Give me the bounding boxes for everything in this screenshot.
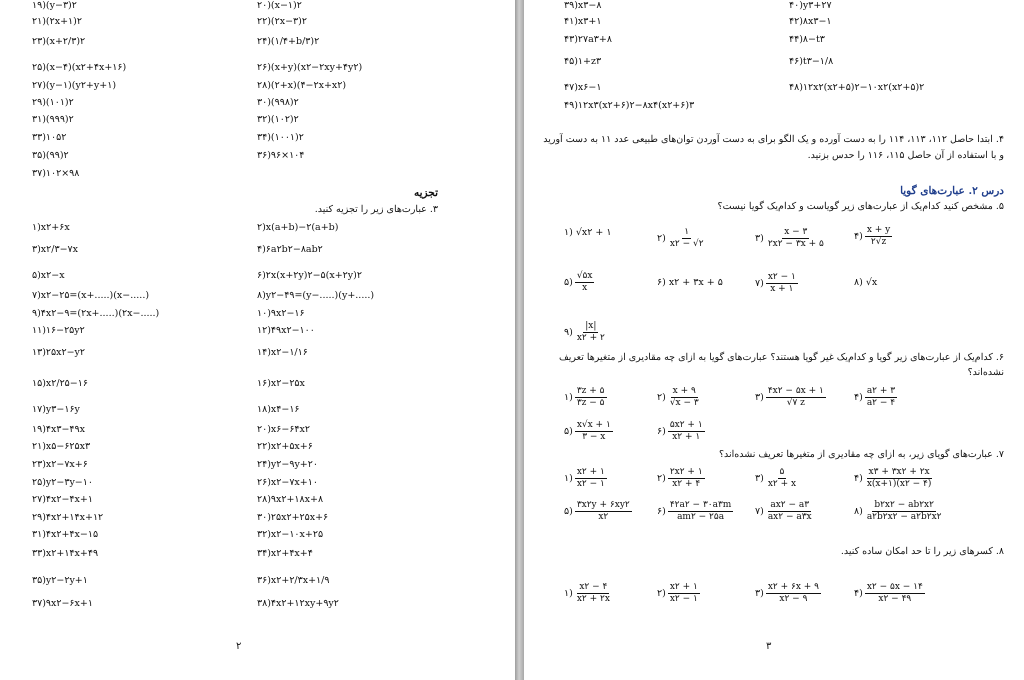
exercise-item: ۳۰)۲۵x۲+۲۵x+۶ [257, 512, 329, 523]
numerator: ۱ [684, 227, 690, 237]
q8-item [657, 582, 702, 605]
exercise-item: ۳۶)x۲+۲/۳x+۱/۹ [257, 575, 330, 586]
exercise-item: ۲۳)(x+۲/۳)۲ [32, 36, 86, 47]
numerator: ۲x۲ + ۱ [669, 467, 703, 477]
section-heading: تجزیه [413, 187, 438, 199]
numerator: x۲ + ۱ [669, 582, 698, 592]
exercise-item: ۲۶)(x+y)(x۲−۲xy+۴y۲) [257, 62, 363, 73]
exercise-item: ۴۳)۲۷a۳+۸ [564, 34, 612, 45]
fraction [865, 467, 934, 490]
exercise-item: ۳۲)(۱۰۲)۲ [257, 114, 299, 125]
fraction [766, 227, 826, 250]
exercise-item: ۲۵)(x−۴)(x۲+۴x+۱۶) [32, 62, 127, 73]
expression: √x [865, 277, 878, 288]
item-number: ۷) [755, 506, 764, 517]
exercise-item: ۱۳)۲۵x۲−y۲ [32, 347, 86, 358]
numerator: x۲ + ۱ [576, 467, 605, 477]
item-number: ۱) [564, 588, 573, 599]
numerator: x۲ + ۶x + ۹ [767, 582, 819, 592]
denominator: am۲ − ۲۵a [677, 512, 725, 522]
item-number: ۴) [854, 231, 863, 242]
exercise-item: ۳۸)۴x۲+۱۲xy+۹y۲ [257, 598, 339, 609]
q7-item [755, 500, 816, 523]
fraction [575, 420, 613, 443]
numerator: x۲ − ۱ [767, 272, 796, 282]
exercise-item: ۵)x۲−x [32, 270, 65, 281]
denominator: x۲ + x [767, 479, 797, 489]
numerator: x + ۹ [672, 386, 696, 396]
fraction [668, 420, 705, 443]
exercise-item: ۳۳)x۲+۱۴x+۴۹ [32, 548, 99, 559]
q5-item [564, 227, 611, 239]
numerator: a۲ + ۳ [866, 386, 896, 396]
item-number: ۴) [854, 392, 863, 403]
item-number: ۲) [657, 392, 666, 403]
exercise-item: ۳۳)۱۰۵۲ [32, 132, 67, 143]
q8-item [755, 582, 823, 605]
item-number: ۸) [854, 506, 863, 517]
exercise-item: ۱۷)y۳−۱۶y [32, 404, 80, 415]
q6-item [657, 420, 707, 443]
exercise-item: ۱)x۲+۶x [32, 222, 70, 233]
fraction [668, 500, 734, 523]
denominator: x۲ + ۲x [576, 594, 610, 604]
item-number: ۷) [755, 278, 764, 289]
exercise-item: ۲۸)(۲+x)(۴−۲x+x۲) [257, 80, 347, 91]
fraction [575, 321, 607, 344]
exercise-item: ۳۵)(۹۹)۲ [32, 150, 69, 161]
item-number: ۴) [854, 473, 863, 484]
fraction [766, 386, 826, 409]
exercise-item: ۲۷)۴x۲−۴x+۱ [32, 494, 93, 505]
exercise-item: ۲۷)(y−۱)(y۲+y+۱) [32, 80, 117, 91]
exercise-item: ۴۹)۱۲x۳(x۲+۶)۲−۸x۴(x۲+۶)۳ [564, 100, 695, 111]
q6-item [854, 386, 899, 409]
question-text: ۷. عبارت‌های گویای زیر، به ازای چه مقادیری از متغیرها تعریف نشده‌اند؟ [718, 449, 1004, 460]
item-number: ۶) [657, 506, 666, 517]
numerator: x√x + ۱ [576, 420, 611, 430]
exercise-item: ۱۰)۹x۲−۱۶ [257, 308, 305, 319]
numerator: ۴۲a۲ − ۳۰a۳m [669, 500, 732, 510]
denominator: √x − ۳ [669, 398, 699, 408]
denominator: x(x+۱)(x۲ − ۴) [866, 479, 932, 489]
exercise-item: ۲۹)(۱۰۱)۲ [32, 97, 74, 108]
question-text: و با استفاده از آن حاصل ۱۱۵، ۱۱۶ را حدس بزنید. [807, 150, 1004, 161]
page-number: ۲ [236, 641, 242, 652]
numerator: √۵x [576, 271, 593, 281]
item-number: ۸) [854, 277, 863, 288]
q7-item [657, 500, 735, 523]
item-number: ۳) [755, 473, 764, 484]
right-page [524, 0, 1024, 680]
exercise-item: ۴۱)x۳+۱ [564, 16, 602, 27]
q8-item [854, 582, 927, 605]
fraction [575, 582, 612, 605]
fraction [575, 500, 632, 523]
question-text: ۶. کدام‌یک از عبارت‌های زیر گویا و کدام‌یک غیر گویا هستند؟ عبارت‌های گویا به ازای چه مقادیری از متغیرها تعریف [558, 352, 1004, 363]
q7-item [854, 467, 935, 490]
item-number: ۲) [657, 588, 666, 599]
expression: √x۲ + ۱ [575, 227, 612, 238]
item-number: ۱) [564, 473, 573, 484]
exercise-item: ۲۱)x۵−۶۲۵x۳ [32, 441, 91, 452]
numerator: |x| [585, 321, 597, 331]
numerator: ۵ [779, 467, 785, 477]
q5-item [755, 272, 800, 295]
exercise-item: ۲۴)y۲−۹y+۲۰ [257, 459, 318, 470]
fraction [575, 271, 595, 294]
exercise-item: ۳۷)۹x۲−۶x+۱ [32, 598, 93, 609]
exercise-item: ۲۸)۹x۲+۱۸x+۸ [257, 494, 324, 505]
exercise-item: ۱۸)x۴−۱۶ [257, 404, 300, 415]
exercise-item: ۳۵)y۲−۲y+۱ [32, 575, 88, 586]
page-divider [515, 0, 524, 680]
item-number: ۱) [564, 227, 573, 238]
exercise-item: ۲)x(a+b)−۲(a+b) [257, 222, 339, 233]
denominator: ۲√z [870, 237, 887, 247]
item-number: ۲) [657, 473, 666, 484]
item-number: ۹) [564, 327, 573, 338]
denominator: ax۲ − a۳x [767, 512, 812, 522]
q6-item [564, 386, 609, 409]
exercise-item: ۴۴)۸−t۳ [789, 34, 825, 45]
item-number: ۳) [755, 588, 764, 599]
denominator: x۲ + ۲ [576, 333, 605, 343]
q5-item [755, 227, 828, 250]
fraction [668, 227, 706, 250]
exercise-item: ۱۴)x۲−۱/۱۶ [257, 347, 308, 358]
exercise-item: ۱۵)x۲/۲۵−۱۶ [32, 378, 88, 389]
exercise-item: ۱۶)x۲−۲۵x [257, 378, 305, 389]
exercise-item: ۴۶)t۳−۱/۸ [789, 56, 834, 67]
exercise-item: ۳۲)x۲−۱۰x+۲۵ [257, 529, 324, 540]
item-number: ۲) [657, 233, 666, 244]
fraction [865, 500, 944, 523]
exercise-item: ۳۴)(۱۰۰۱)۲ [257, 132, 304, 143]
exercise-item: ۳۶)۹۶×۱۰۴ [257, 150, 305, 161]
q5-item [657, 277, 723, 289]
q5-item [564, 321, 609, 344]
fraction [766, 272, 798, 295]
item-number: ۳) [755, 233, 764, 244]
question-text: ۴. ابتدا حاصل ۱۱۲، ۱۱۳، ۱۱۴ را به دست آورده و یک الگو برای به دست آوردن توان‌های طبیعی عدد ۱۱ به دست آورید [543, 134, 1004, 145]
exercise-item: ۳)x۲/۳−۷x [32, 244, 78, 255]
exercise-item: ۷)x۲−۲۵=(x+.....)(x−.....) [32, 290, 150, 301]
q7-item [657, 467, 707, 490]
q6-item [755, 386, 828, 409]
exercise-item: ۸)y۲−۴۹=(y−.....)(y+.....) [257, 290, 375, 301]
q5-item [854, 225, 894, 248]
exercise-item: ۴۵)۱+z۳ [564, 56, 602, 67]
numerator: x + y [866, 225, 891, 235]
fraction [668, 582, 700, 605]
fraction [575, 386, 607, 409]
exercise-item: ۳۱)(۹۹۹)۲ [32, 114, 74, 125]
question-text: ۸. کسرهای زیر را تا حد امکان ساده کنید. [840, 546, 1004, 557]
denominator: x۲ [598, 512, 609, 522]
q8-item [564, 582, 614, 605]
q7-item [755, 467, 800, 490]
numerator: x − ۳ [784, 227, 808, 237]
denominator: x۲ − ۱ [669, 594, 698, 604]
q7-item [854, 500, 945, 523]
lesson-title: درس ۲. عبارت‌های گویا [900, 185, 1004, 197]
exercise-item: ۲۳)x۲−۷x+۶ [32, 459, 88, 470]
fraction [766, 500, 814, 523]
exercise-item: ۲۲)(۲x−۳)۲ [257, 16, 307, 27]
exercise-item: ۱۹)۴x۳−۴۹x [32, 424, 85, 435]
fraction [668, 386, 701, 409]
exercise-item: ۴۸)۱۲x۲(x۲+۵)۲−۱۰x۲(x۲+۵)۲ [789, 82, 925, 93]
exercise-item: ۳۰)(۹۹۸)۲ [257, 97, 299, 108]
numerator: x۲ − ۴ [579, 582, 608, 592]
denominator: x [582, 283, 588, 293]
exercise-item: ۲۹)۴x۲+۱۴x+۱۲ [32, 512, 104, 523]
question-text: ۵. مشخص کنید کدام‌یک از عبارت‌های زیر گویاست و کدام‌یک گویا نیست؟ [717, 201, 1004, 212]
denominator: ۲x۲ − ۳x + ۵ [767, 239, 824, 249]
exercise-item: ۳۱)۴x۲+۴x−۱۵ [32, 529, 99, 540]
q7-item [564, 467, 609, 490]
question-text: نشده‌اند؟ [967, 367, 1004, 378]
exercise-item: ۱۱)۱۶−۲۵y۲ [32, 325, 85, 336]
exercise-item: ۳۹)x۳−۸ [564, 0, 602, 11]
numerator: ax۲ − a۳ [770, 500, 810, 510]
fraction [865, 225, 892, 248]
denominator: x۲ − ۹ [779, 594, 808, 604]
numerator: ۳x۲y + ۶xy۲ [576, 500, 630, 510]
q5-item [657, 227, 708, 250]
numerator: ۴x۲ − ۵x + ۱ [767, 386, 824, 396]
item-number: ۵) [564, 426, 573, 437]
denominator: x۲ + ۴ [672, 479, 701, 489]
fraction [575, 467, 607, 490]
fraction [766, 467, 798, 490]
item-number: ۱) [564, 392, 573, 403]
exercise-item: ۴۷)x۶−۱ [564, 82, 602, 93]
exercise-item: ۳۷)۱۰۲×۹۸ [32, 168, 80, 179]
page-number: ۳ [766, 641, 772, 652]
item-number: ۶) [657, 277, 666, 288]
exercise-item: ۲۶)x۲−۷x+۱۰ [257, 477, 318, 488]
expression: x۲ + ۳x + ۵ [668, 277, 723, 288]
denominator: ۳z − ۵ [576, 398, 605, 408]
numerator: x۳ + ۳x۲ + ۲x [868, 467, 930, 477]
q5-item [854, 277, 877, 289]
item-number: ۳) [755, 392, 764, 403]
denominator: x + ۱ [770, 284, 794, 294]
denominator: ۳ − x [582, 432, 606, 442]
numerator: x۲ − ۵x − ۱۴ [866, 582, 923, 592]
exercise-item: ۴۰)y۳+۲۷ [789, 0, 832, 11]
item-number: ۶) [657, 426, 666, 437]
exercise-item: ۲۵)y۲−۳y−۱۰ [32, 477, 93, 488]
numerator: ۵x۲ + ۱ [669, 420, 703, 430]
q5-item [564, 271, 596, 294]
fraction [668, 467, 705, 490]
denominator: x۲ − ۱ [576, 479, 605, 489]
item-number: ۵) [564, 277, 573, 288]
exercise-item: ۲۲)x۲+۵x+۶ [257, 441, 313, 452]
exercise-item: ۲۱)(۲x+۱)۲ [32, 16, 82, 27]
exercise-item: ۹)۴x۲−۹=(۲x+.....)(۲x−.....) [32, 308, 160, 319]
denominator: √۷ z [786, 398, 805, 408]
exercise-item: ۴)۶a۲b۲−۸ab۲ [257, 244, 323, 255]
denominator: a۲b۲x۲ − a۲b۲x۲ [866, 512, 942, 522]
denominator: x۲ + ۱ [672, 432, 701, 442]
fraction [766, 582, 821, 605]
denominator: x۲ − ۴۹ [878, 594, 912, 604]
exercise-item: ۲۴)(۱/۴+b/۳)۲ [257, 36, 320, 47]
q6-item [564, 420, 615, 443]
exercise-item: ۱۹)(y−۳)۲ [32, 0, 77, 11]
fraction [865, 386, 897, 409]
fraction [865, 582, 925, 605]
item-number: ۴) [854, 588, 863, 599]
q6-item [657, 386, 703, 409]
exercise-item: ۶)۲x(x+۲y)۲−۵(x+۲y)۲ [257, 270, 362, 281]
instruction-text: ۳. عبارت‌های زیر را تجزیه کنید. [314, 204, 438, 215]
exercise-item: ۲۰)(x−۱)۲ [257, 0, 302, 11]
denominator: x۲ − √۲ [669, 239, 704, 249]
q7-item [564, 500, 634, 523]
denominator: a۲ − ۴ [866, 398, 896, 408]
numerator: ۳z + ۵ [576, 386, 605, 396]
numerator: b۲x۲ − ab۲x۲ [874, 500, 934, 510]
exercise-item: ۴۲)۸x۳−۱ [789, 16, 832, 27]
exercise-item: ۱۲)۴۹x۲−۱۰۰ [257, 325, 315, 336]
item-number: ۵) [564, 506, 573, 517]
exercise-item: ۲۰)x۶−۶۴x۲ [257, 424, 310, 435]
exercise-item: ۳۴)x۲+۴x+۴ [257, 548, 313, 559]
